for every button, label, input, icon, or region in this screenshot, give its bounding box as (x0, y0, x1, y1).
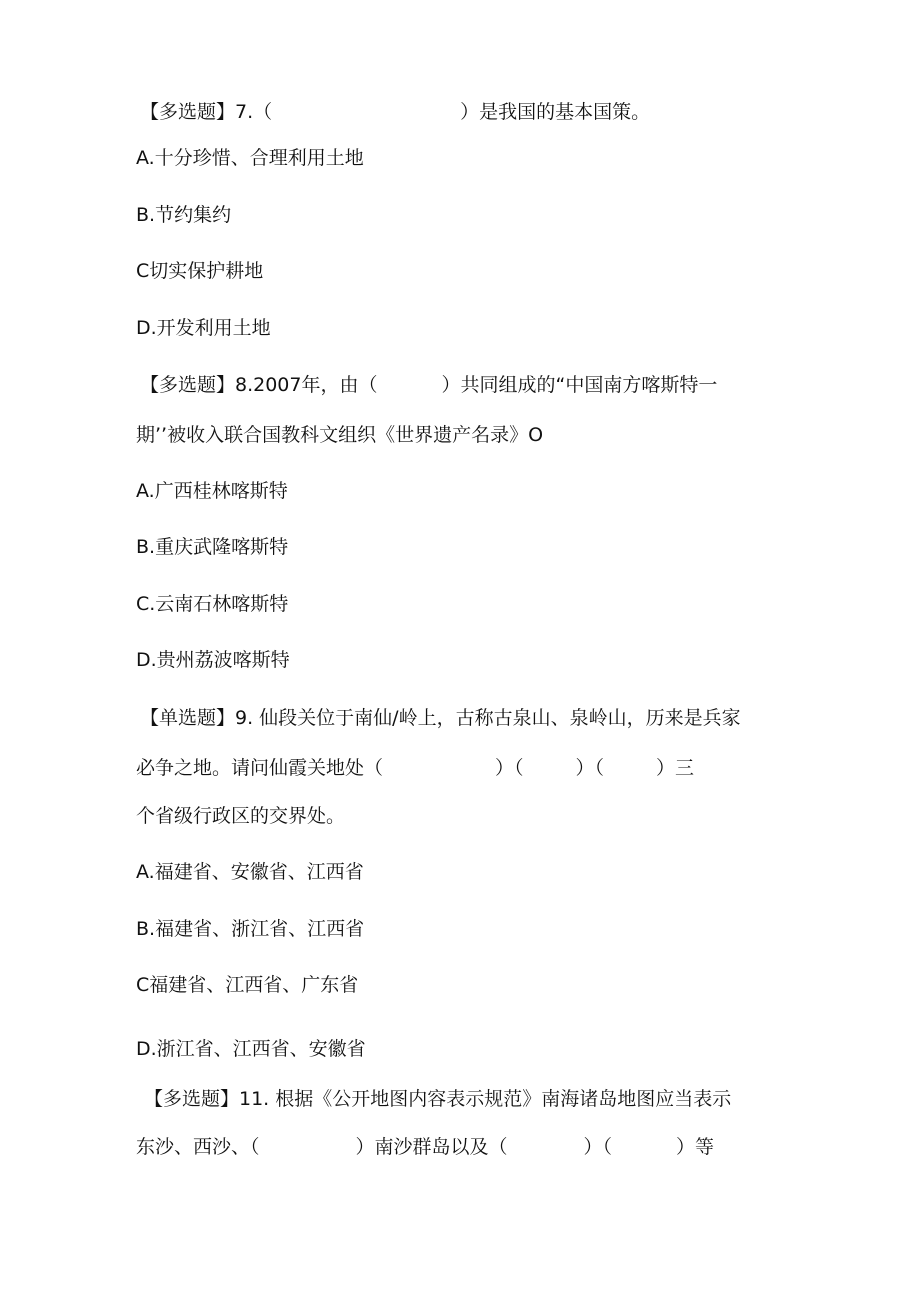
question-7-stem-start: 【多选题】7.（ (140, 101, 273, 123)
question-7-option-b: B.节约集约 (136, 204, 232, 226)
question-8-option-b: B.重庆武隆喀斯特 (136, 536, 289, 558)
question-7-option-d: D.开发利用土地 (136, 317, 271, 339)
question-11-stem-line-2 (136, 1134, 714, 1160)
question-9-blank-2-open: ）（ (495, 757, 524, 779)
question-7-option-c: C切实保护耕地 (136, 260, 264, 282)
question-11-blank-3-open: ）（ (583, 1136, 613, 1158)
question-8-stem-middle: ）共同组成的“中国南方喀斯特一 (441, 374, 718, 396)
question-9-blank-1-open: 必争之地。请问仙霞关地处（ (136, 757, 384, 779)
question-11-blank-1-open: 东沙、西沙、（ (136, 1136, 260, 1158)
question-8-stem-line-2: 期’’被收入联合国教科文组织《世界遗产名录》O (136, 424, 544, 446)
question-9-option-d: D.浙江省、江西省、安徽省 (136, 1038, 366, 1060)
question-7-option-a: A.十分珍惜、合理利用土地 (136, 147, 364, 169)
question-9-stem-line-2 (136, 755, 694, 781)
question-11-blank-2-open: ）南沙群岛以及（ (355, 1136, 508, 1158)
question-9-option-a: A.福建省、安徽省、江西省 (136, 861, 364, 883)
question-9-option-b: B.福建省、浙江省、江西省 (136, 918, 365, 940)
question-8-stem (140, 372, 717, 398)
question-7-stem-end: ）是我国的基本国策。 (460, 101, 651, 123)
question-9-option-c: C福建省、江西省、广东省 (136, 974, 359, 996)
question-7-stem (140, 99, 650, 125)
question-8-option-c: C.云南石林喀斯特 (136, 593, 289, 615)
question-11-stem-tail: ）等 (676, 1136, 715, 1158)
question-11-stem: 【多选题】11. 根据《公开地图内容表示规范》南海诸岛地图应当表示 (144, 1088, 732, 1110)
question-9-stem-line-3: 个省级行政区的交界处。 (136, 805, 346, 827)
question-9-stem-tail: ）三 (656, 757, 695, 779)
question-8-option-d: D.贵州荔波喀斯特 (136, 649, 290, 671)
question-9-blank-3-open: ）（ (575, 757, 605, 779)
question-8-option-a: A.广西桂林喀斯特 (136, 480, 288, 502)
question-9-stem: 【单选题】9. 仙段关位于南仙/岭上，古称古泉山、泉岭山，历来是兵家 (140, 707, 741, 729)
question-8-stem-start: 【多选题】8.2007年，由（ (140, 374, 378, 396)
